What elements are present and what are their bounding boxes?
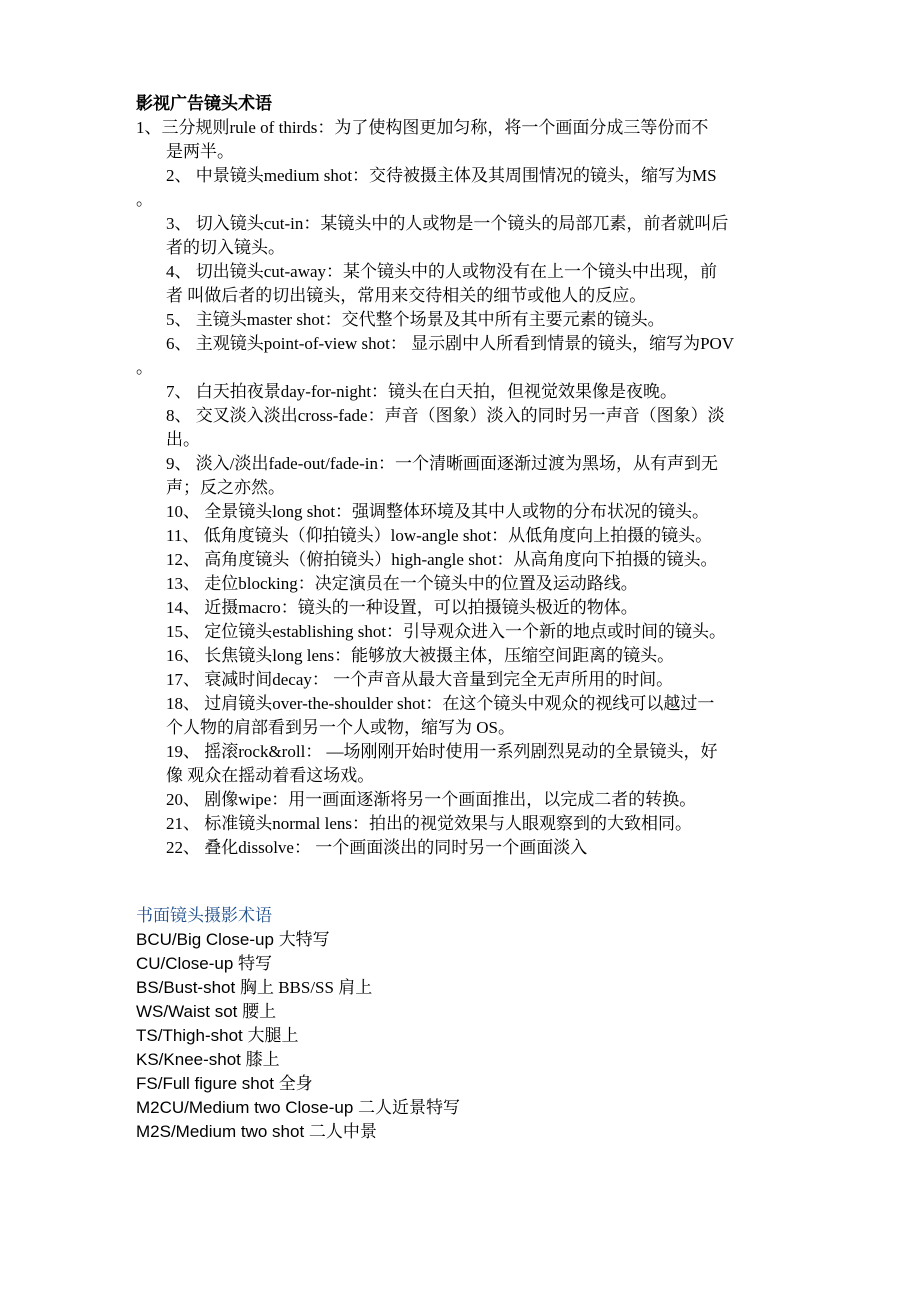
term-line: 个人物的肩部看到另一个人或物，缩写为 OS。: [166, 718, 515, 737]
shot-code: BCU/Big Close-up: [136, 930, 274, 949]
shot-cn: 二人近景特写: [358, 1098, 461, 1117]
term-line: 13、 走位blocking：决定演员在一个镜头中的位置及运动路线。: [166, 574, 638, 593]
term-line: 18、 过肩镜头over-the-shoulder shot：在这个镜头中观众的视线可以越过一: [166, 694, 715, 713]
term-line: 是两半。: [166, 142, 234, 161]
shot-cn: 大腿上: [247, 1026, 299, 1045]
shot-cn: 二人中景: [308, 1122, 377, 1141]
term-line: 。: [136, 190, 153, 209]
term-line: 15、 定位镜头establishing shot：引导观众进入一个新的地点或时间的镜头。: [166, 622, 727, 641]
term-line: 21、 标准镜头normal lens：拍出的视觉效果与人眼观察到的大致相同。: [166, 814, 693, 833]
shot-code: TS/Thigh-shot: [136, 1026, 243, 1045]
section1-title: 影视广告镜头术语: [136, 94, 272, 113]
shot-cn: 全身: [278, 1074, 313, 1093]
shot-cn: 胸上 BBS/SS 肩上: [239, 978, 373, 997]
term-line: 7、 白天拍夜景day-for-night：镜头在白天拍，但视觉效果像是夜晚。: [166, 382, 678, 401]
term-line: 11、 低角度镜头（仰拍镜头）low-angle shot：从低角度向上拍摄的镜头。: [166, 526, 713, 545]
shot-code: CU/Close-up: [136, 954, 234, 973]
term-line: 17、 衰减时间decay： 一个声音从最大音量到完全无声所用的时间。: [166, 670, 674, 689]
shot-cn: 大特写: [278, 930, 330, 949]
term-line: 8、 交叉淡入淡出cross-fade：声音（图象）淡入的同时另一声音（图象）淡: [166, 406, 725, 425]
term-line: 20、 剧像wipe：用一画面逐渐将另一个画面推出，以完成二者的转换。: [166, 790, 697, 809]
shot-term-item: [136, 952, 272, 976]
shot-code: KS/Knee-shot: [136, 1050, 241, 1069]
shot-term-item: [136, 1072, 313, 1096]
section2-title: 书面镜头摄影术语: [136, 906, 272, 925]
term-line: 5、 主镜头master shot：交代整个场景及其中所有主要元素的镜头。: [166, 310, 665, 329]
term-line: 14、 近摄macro：镜头的一种设置，可以拍摄镜头极近的物体。: [166, 598, 638, 617]
term-line: 2、 中景镜头medium shot：交待被摄主体及其周围情况的镜头，缩写为MS: [166, 166, 717, 185]
shot-code: M2CU/Medium two Close-up: [136, 1098, 354, 1117]
term-line: 出。: [166, 430, 200, 449]
term-line: 10、 全景镜头long shot：强调整体环境及其中人或物的分布状况的镜头。: [166, 502, 710, 521]
term-line: 6、 主观镜头point-of-view shot： 显示剧中人所看到情景的镜头，缩写为POV: [166, 334, 735, 353]
term-line: 19、 摇滚rock&roll： —场刚刚开始时使用一系列剧烈晃动的全景镜头，好: [166, 742, 718, 761]
term-line: 22、 叠化dissolve： 一个画面淡出的同时另一个画面淡入: [166, 838, 588, 857]
shot-cn: 特写: [238, 954, 273, 973]
term-line: 像 观众在摇动着看这场戏。: [166, 766, 375, 785]
shot-term-item: [136, 976, 372, 1000]
term-line: 12、 高角度镜头（俯拍镜头）high-angle shot：从高角度向下拍摄的镜头。: [166, 550, 718, 569]
shot-code: FS/Full figure shot: [136, 1074, 274, 1093]
term-line: 16、 长焦镜头long lens：能够放大被摄主体，压缩空间距离的镜头。: [166, 646, 675, 665]
term-line: 9、 淡入/淡出fade-out/fade-in：一个清晰画面逐渐过渡为黑场，从有声到无: [166, 454, 718, 473]
term-line: 者的切入镜头。: [166, 238, 285, 257]
term-line: 者 叫做后者的切出镜头，常用来交待相关的细节或他人的反应。: [166, 286, 647, 305]
shot-term-item: [136, 1024, 299, 1048]
shot-term-item: [136, 928, 330, 952]
shot-cn: 膝上: [245, 1050, 280, 1069]
shot-code: M2S/Medium two shot: [136, 1122, 305, 1141]
shot-code: WS/Waist sot: [136, 1002, 238, 1021]
shot-code: BS/Bust-shot: [136, 978, 236, 997]
term-line: 4、 切出镜头cut-away：某个镜头中的人或物没有在上一个镜头中出现，前: [166, 262, 718, 281]
shot-term-item: [136, 1120, 377, 1144]
shot-term-item: [136, 1000, 276, 1024]
term-line: 。: [136, 358, 153, 377]
term-line: 声；反之亦然。: [166, 478, 285, 497]
shot-cn: 腰上: [242, 1002, 277, 1021]
term-line: 3、 切入镜头cut-in：某镜头中的人或物是一个镜头的局部兀素，前者就叫后: [166, 214, 729, 233]
shot-term-item: [136, 1096, 460, 1120]
shot-term-item: [136, 1048, 280, 1072]
term-line: 1、三分规则rule of thirds：为了使构图更加匀称，将一个画面分成三等份而不: [136, 118, 709, 137]
